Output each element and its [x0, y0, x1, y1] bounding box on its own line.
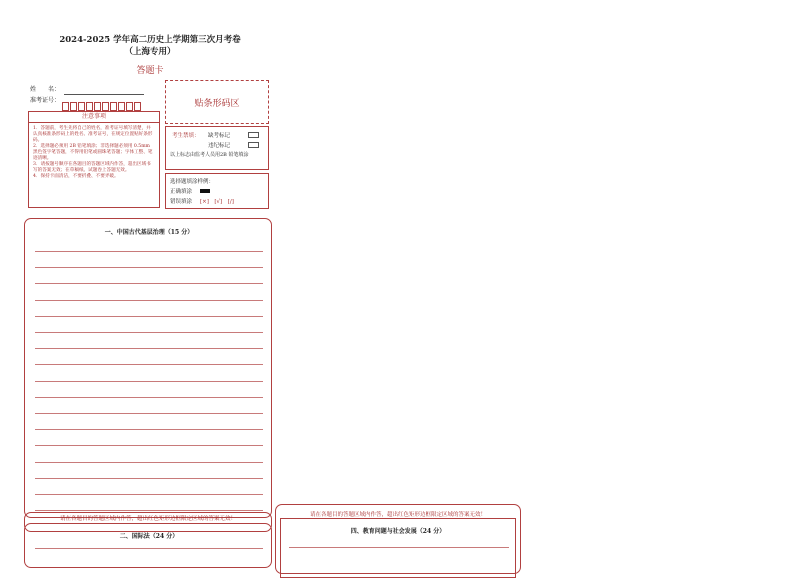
wrong-fill-label: 错误填涂	[170, 199, 193, 205]
correct-fill-mark	[200, 189, 210, 193]
notice-item: 3．请按题号顺序在各题目的答题区域内作答，超出区域书写的答案无效；在草稿纸、试题卷上答题无效。	[33, 162, 151, 173]
notice-item: 4．保持卡面清洁，不要折叠、不要弄破。	[33, 174, 119, 179]
notice-item: 2．选择题必须用 2B 铅笔填涂；非选择题必须用 0.5mm 黑色签字笔答题，不得用铅笔或圆珠笔答题；字体工整、笔迹清晰。	[33, 144, 153, 161]
notice-title: 注意事项	[29, 112, 159, 123]
answer-line	[35, 429, 263, 430]
section-two-box[interactable]	[24, 523, 272, 568]
id-digit-cell[interactable]	[110, 102, 117, 111]
exam-title: 2024-2025 学年高二历史上学期第三次月考卷	[59, 35, 241, 45]
wrong-fill-marks: [×] [√] [/]	[200, 199, 234, 205]
answer-line	[35, 300, 263, 301]
section-two-title: 二、国际法（24 分）	[119, 533, 179, 540]
answer-line	[35, 251, 263, 252]
answer-line	[35, 332, 263, 333]
exam-status-label: 考生禁填：	[172, 133, 200, 139]
card-label: 答题卡	[136, 66, 164, 76]
section-one-box[interactable]	[24, 218, 272, 518]
name-underline[interactable]	[64, 94, 144, 95]
correct-fill-label: 正确填涂	[170, 189, 193, 195]
section-one-title: 一、中国古代基层治理（15 分）	[104, 229, 194, 236]
id-digit-cell[interactable]	[62, 102, 69, 111]
absent-mark-box[interactable]	[248, 132, 259, 138]
answer-line	[35, 364, 263, 365]
exam-status-box	[165, 126, 269, 170]
notice-list	[29, 123, 159, 180]
warning-text-right: 请在各题目的答题区域内作答，超出红色矩形边框限定区域的答案无效！	[309, 512, 486, 518]
id-digit-cell[interactable]	[134, 102, 141, 111]
barcode-label: 贴条形码区	[194, 99, 240, 109]
id-label: 准考证号：	[30, 97, 61, 104]
id-digit-cell[interactable]	[102, 102, 109, 111]
answer-line	[35, 283, 263, 284]
notice-box	[28, 111, 160, 208]
id-digit-cell[interactable]	[78, 102, 85, 111]
answer-line	[35, 381, 263, 382]
violation-mark-box[interactable]	[248, 142, 259, 148]
id-cells[interactable]	[62, 96, 162, 106]
fill-sample-box	[165, 173, 269, 209]
id-digit-cell[interactable]	[118, 102, 125, 111]
section-four-title: 四、教育问题与社会发展（24 分）	[350, 528, 446, 535]
answer-line	[35, 494, 263, 495]
answer-line	[35, 445, 263, 446]
right-column-box	[275, 504, 521, 574]
answer-line	[35, 397, 263, 398]
answer-line	[289, 547, 509, 548]
answer-line	[35, 478, 263, 479]
name-label: 姓 名：	[30, 86, 61, 93]
answer-line	[35, 348, 263, 349]
section-four-box[interactable]	[280, 518, 516, 578]
answer-line	[35, 413, 263, 414]
notice-item: 1．答题前，考生先将自己的姓名，准考证号填写清楚，并认真核准条形码上的姓名、准考证号，在规定位置贴好条形码。	[33, 126, 153, 143]
id-digit-cell[interactable]	[70, 102, 77, 111]
violation-label: 违纪标记	[208, 143, 231, 149]
answer-line	[35, 316, 263, 317]
id-digit-cell[interactable]	[126, 102, 133, 111]
fill-sample-title: 选择题填涂样例：	[170, 179, 215, 185]
id-digit-cell[interactable]	[94, 102, 101, 111]
answer-line	[35, 267, 263, 268]
warning-text: 请在各题目的答题区域内作答，超出红色矩形边框限定区域的答案无效！	[59, 516, 236, 522]
exam-subtitle: （上海专用）	[124, 47, 176, 57]
absent-label: 缺考标记	[208, 133, 231, 139]
barcode-area	[165, 80, 269, 124]
answer-line	[35, 462, 263, 463]
id-digit-cell[interactable]	[86, 102, 93, 111]
answer-line	[35, 548, 263, 549]
exam-status-note: 以上标志由监考人员用2B 铅笔填涂	[170, 152, 249, 158]
